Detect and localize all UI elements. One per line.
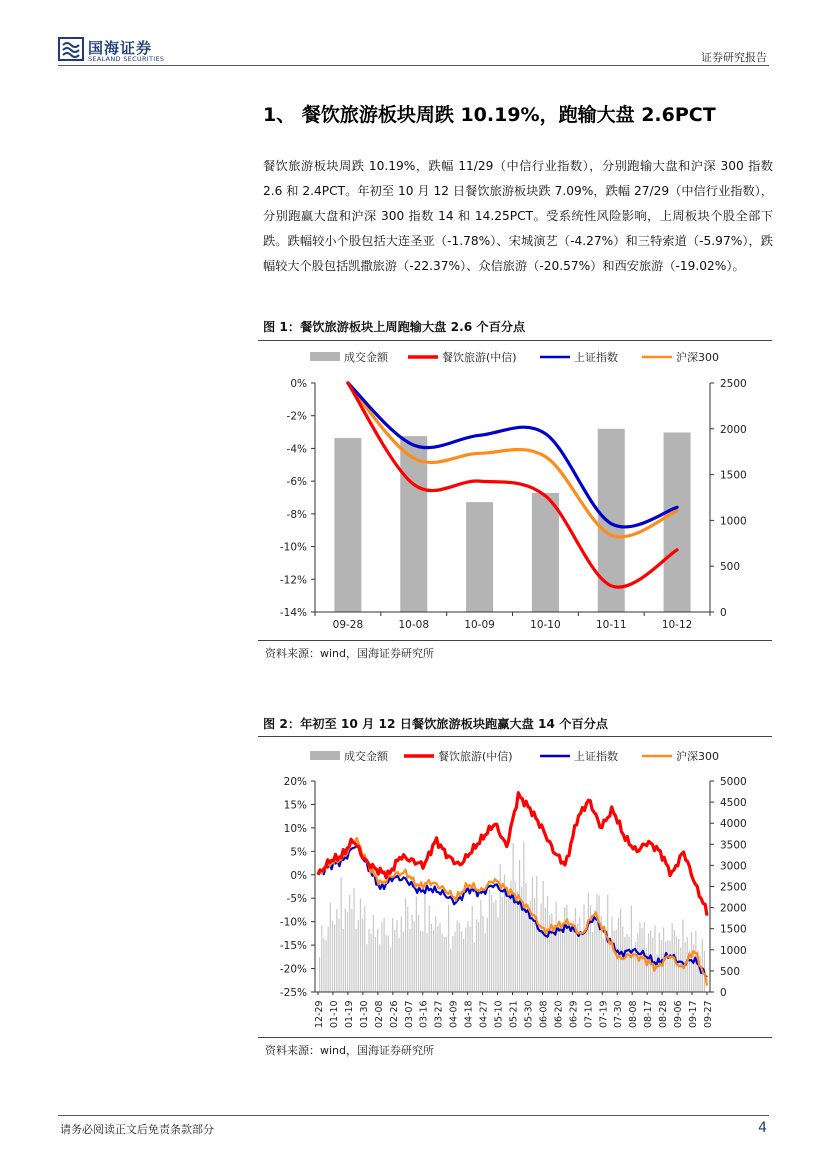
x-tick-label: 09-06 [673, 1000, 685, 1028]
turnover-bar [682, 920, 683, 992]
turnover-bar [556, 902, 557, 992]
right-tick-label: 0 [720, 987, 727, 999]
x-tick-label: 09-28 [332, 619, 364, 631]
figure2-top-rule [258, 736, 772, 737]
legend-label: 餐饮旅游(中信) [442, 351, 517, 364]
turnover-bar [463, 939, 464, 992]
turnover-bar [356, 929, 357, 992]
turnover-bar [667, 940, 668, 992]
turnover-bar [424, 891, 425, 992]
legend-label: 上证指数 [574, 351, 618, 364]
x-tick-label: 07-10 [583, 1000, 595, 1028]
turnover-bar [575, 908, 576, 992]
legend-swatch [310, 751, 340, 760]
left-tick-label: 0% [290, 378, 307, 390]
turnover-bar [366, 944, 367, 992]
turnover-bar [495, 900, 496, 992]
turnover-bar [386, 935, 387, 992]
turnover-bar [626, 934, 627, 992]
turnover-bar [349, 895, 350, 992]
left-tick-label: -25% [279, 987, 307, 999]
turnover-bar [517, 891, 518, 992]
turnover-bar [377, 929, 378, 992]
turnover-bar [409, 929, 410, 992]
turnover-bar [547, 896, 548, 992]
left-tick-label: -10% [279, 916, 307, 929]
x-tick-label: 12-29 [314, 1000, 325, 1028]
x-tick-label: 10-08 [398, 619, 430, 631]
turnover-bar [646, 948, 647, 992]
turnover-bar [405, 898, 406, 992]
turnover-bar [422, 931, 423, 992]
turnover-bar [375, 937, 376, 992]
x-tick-label: 01-30 [358, 1000, 370, 1028]
turnover-bar [364, 906, 365, 992]
turnover-bar [609, 939, 610, 992]
turnover-bar [394, 930, 395, 992]
turnover-bar [362, 919, 363, 992]
right-tick-label: 2000 [720, 902, 747, 915]
left-tick-label: -14% [279, 607, 307, 619]
x-tick-label: 10-11 [595, 619, 627, 631]
turnover-bar [478, 922, 479, 992]
turnover-bar [485, 933, 486, 992]
turnover-bar [319, 957, 320, 992]
turnover-bar [336, 909, 337, 992]
turnover-bar [506, 899, 507, 992]
turnover-bar [439, 923, 440, 992]
left-tick-label: -8% [286, 508, 307, 521]
turnover-bar [338, 919, 339, 992]
legend-label: 上证指数 [574, 750, 618, 763]
figure1-bottom-rule [258, 640, 772, 641]
turnover-bar [702, 939, 703, 992]
turnover-bar [568, 927, 569, 992]
turnover-bar [467, 921, 468, 992]
right-tick-label: 3500 [720, 839, 747, 852]
right-tick-label: 2500 [720, 378, 747, 390]
turnover-bar [596, 894, 597, 992]
figure2-chart [258, 740, 772, 1038]
legend-label: 沪深300 [676, 351, 719, 364]
turnover-bar [566, 905, 567, 992]
x-tick-label: 02-26 [388, 1000, 400, 1028]
x-tick-label: 10-12 [661, 619, 693, 631]
turnover-bar [437, 926, 438, 992]
turnover-bar [345, 908, 346, 992]
figure2-bottom-rule [258, 1037, 772, 1038]
turnover-bar [489, 889, 490, 992]
turnover-bar [536, 876, 537, 992]
turnover-bar [631, 906, 632, 992]
turnover-bar [637, 933, 638, 992]
right-tick-label: 1500 [720, 469, 747, 482]
turnover-bar [540, 904, 541, 992]
turnover-bar [379, 944, 380, 992]
turnover-bar [407, 907, 408, 992]
catering-line [348, 383, 677, 587]
turnover-bar [368, 929, 369, 992]
turnover-bar [446, 937, 447, 992]
turnover-bar [680, 948, 681, 992]
turnover-bar [343, 929, 344, 992]
turnover-bar [351, 909, 352, 992]
turnover-bar [358, 920, 359, 992]
left-tick-label: -4% [286, 443, 307, 456]
figure1-top-rule [258, 340, 772, 341]
turnover-bar [373, 915, 374, 992]
turnover-bar [558, 930, 559, 992]
turnover-bar [427, 933, 428, 992]
x-tick-label: 08-17 [643, 1000, 655, 1028]
turnover-bar [429, 906, 430, 992]
turnover-bar [611, 916, 612, 992]
turnover-bar [560, 923, 561, 992]
turnover-bar [452, 936, 453, 992]
figure2-title: 图 2：年初至 10 月 12 日餐饮旅游板块跑赢大盘 14 个百分点 [263, 717, 608, 731]
turnover-bar [472, 906, 473, 992]
turnover-bar [360, 899, 361, 992]
x-tick-label: 10-09 [464, 619, 495, 631]
turnover-bar [457, 921, 458, 992]
x-tick-label: 04-27 [478, 1000, 490, 1028]
turnover-bar [519, 860, 520, 992]
turnover-bar [599, 895, 600, 992]
turnover-bar [392, 918, 393, 992]
left-tick-label: -20% [279, 963, 307, 976]
turnover-bar [581, 934, 582, 992]
turnover-bar [461, 932, 462, 992]
turnover-bar [482, 916, 483, 992]
x-tick-label: 08-28 [658, 1000, 670, 1028]
x-tick-label: 06-08 [538, 1000, 550, 1028]
x-tick-label: 08-08 [628, 1000, 640, 1028]
turnover-bar [624, 937, 625, 992]
summary-paragraph: 餐饮旅游板块周跌 10.19%，跌幅 11/29（中信行业指数），分别跑输大盘和沪深 300 指数 2.6 和 2.4PCT。年初至 10 月 12 日餐饮旅游板块跌 7.09%，跌幅 27/29（中信行业指数），分别跑赢大盘和沪深 300 指数 14 和 14.25PCT。受系统性风险影响，上周板块个股全部下跌。跌幅较小个股包括大连圣亚（-1.78%）、宋城演艺（-4.27%）和三特索道（-5.97%），跌幅较大个股包括凯撒旅游（-22.37%）、众信旅游（-20.57%）和西安旅游（-19.02%）。 [263, 159, 773, 273]
turnover-bar [669, 941, 670, 992]
turnover-bar [465, 928, 466, 992]
turnover-bar [334, 924, 335, 992]
turnover-bar [411, 915, 412, 992]
turnover-bar [583, 904, 584, 992]
x-tick-label: 03-27 [433, 1000, 445, 1028]
left-tick-label: -5% [286, 893, 307, 906]
turnover-bar [564, 907, 565, 992]
turnover-bar [459, 922, 460, 992]
turnover-bar [532, 877, 533, 992]
right-tick-label: 2500 [720, 881, 747, 894]
left-tick-label: -2% [286, 410, 307, 423]
turnover-bar [562, 934, 563, 992]
turnover-bar [523, 842, 524, 992]
turnover-bar [534, 898, 535, 992]
turnover-bar [664, 432, 691, 612]
figure1-source: 资料来源：wind，国海证券研究所 [265, 647, 435, 660]
shanghai-line [348, 383, 677, 527]
legend-label: 沪深300 [676, 750, 719, 763]
x-tick-label: 04-18 [463, 1000, 475, 1028]
right-tick-label: 1000 [720, 944, 747, 957]
page-header [0, 0, 827, 66]
sealand-logo-icon [58, 37, 84, 65]
turnover-bar [414, 921, 415, 992]
turnover-bar [347, 912, 348, 992]
right-tick-label: 500 [720, 965, 741, 978]
turnover-bar [497, 917, 498, 992]
left-tick-label: -12% [279, 574, 307, 587]
x-tick-label: 07-30 [613, 1000, 625, 1028]
left-tick-label: 15% [283, 799, 307, 812]
turnover-bar [508, 896, 509, 992]
turnover-bar [444, 937, 445, 992]
turnover-bar [538, 924, 539, 992]
turnover-bar [431, 924, 432, 992]
legend-label: 成交金额 [344, 750, 388, 763]
turnover-bar [399, 938, 400, 992]
section-title: 1、 餐饮旅游板块周跌 10.19%，跑输大盘 2.6PCT [263, 104, 716, 126]
turnover-bar [642, 928, 643, 992]
x-tick-label: 05-30 [523, 1000, 535, 1028]
logo-text-en: SEALAND SECURITIES [88, 55, 165, 63]
turnover-bar [341, 878, 342, 992]
turnover-bar [474, 943, 475, 992]
turnover-bar [480, 900, 481, 992]
x-tick-label: 09-17 [688, 1000, 700, 1028]
figure1-chart [258, 343, 772, 639]
turnover-bar [323, 938, 324, 992]
turnover-bar [493, 903, 494, 992]
turnover-bar [330, 902, 331, 992]
turnover-bar [532, 493, 559, 612]
turnover-bar [381, 922, 382, 992]
right-tick-label: 1500 [720, 923, 747, 936]
right-tick-label: 3000 [720, 860, 747, 873]
figure2-source: 资料来源：wind，国海证券研究所 [265, 1044, 435, 1057]
turnover-bar [388, 936, 389, 992]
turnover-bar [491, 895, 492, 992]
turnover-bar [396, 920, 397, 992]
left-tick-label: -6% [286, 476, 307, 489]
turnover-bar [586, 927, 587, 992]
x-tick-label: 05-21 [508, 1000, 520, 1028]
hs300-line [348, 383, 677, 537]
turnover-bar [450, 948, 451, 992]
turnover-bar [334, 438, 361, 612]
turnover-bar [588, 892, 589, 992]
right-tick-label: 500 [720, 561, 741, 574]
turnover-bar [543, 881, 544, 992]
turnover-bar [571, 933, 572, 992]
x-tick-label: 05-10 [493, 1000, 505, 1028]
figure1-title: 图 1：餐饮旅游板块上周跑输大盘 2.6 个百分点 [263, 320, 526, 334]
turnover-bar [416, 897, 417, 992]
left-tick-label: 0% [290, 869, 307, 882]
x-tick-label: 06-20 [553, 1000, 565, 1028]
turnover-bar [665, 941, 666, 992]
turnover-bar [390, 947, 391, 992]
legend-label: 餐饮旅游(中信) [438, 750, 513, 763]
turnover-bar [448, 905, 449, 992]
x-tick-label: 02-08 [373, 1000, 385, 1028]
turnover-bar [616, 929, 617, 992]
logo-text-cn: 国海证券 [88, 39, 153, 57]
turnover-bar [654, 925, 655, 992]
turnover-bar [594, 910, 595, 992]
turnover-bar [620, 909, 621, 992]
legend-swatch [310, 352, 340, 361]
turnover-bar [435, 916, 436, 992]
turnover-bar [353, 888, 354, 992]
turnover-bar [592, 932, 593, 992]
turnover-bar [502, 897, 503, 992]
left-tick-label: 10% [283, 822, 307, 835]
turnover-bar [603, 939, 604, 992]
x-tick-label: 07-19 [598, 1000, 610, 1028]
x-tick-label: 01-19 [343, 1000, 355, 1028]
turnover-bar [420, 931, 421, 992]
right-tick-label: 0 [720, 607, 727, 619]
header-divider [58, 65, 769, 66]
left-tick-label: -15% [279, 940, 307, 953]
turnover-bar [528, 904, 529, 992]
turnover-bar [525, 883, 526, 992]
turnover-bar [328, 927, 329, 992]
turnover-bar [401, 917, 402, 992]
turnover-bar [470, 927, 471, 992]
right-tick-label: 2000 [720, 423, 747, 436]
left-tick-label: -10% [279, 541, 307, 554]
turnover-bar [476, 919, 477, 992]
x-tick-label: 10-10 [530, 619, 561, 631]
turnover-bar [454, 932, 455, 992]
turnover-bar [403, 932, 404, 992]
x-tick-label: 09-27 [703, 1000, 714, 1028]
x-tick-label: 01-10 [328, 1000, 340, 1028]
turnover-bar [607, 895, 608, 992]
footer-divider [58, 1115, 769, 1116]
left-tick-label: 5% [290, 846, 307, 859]
turnover-bar [545, 908, 546, 992]
turnover-bar [466, 502, 493, 612]
turnover-bar [579, 917, 580, 992]
right-tick-label: 5000 [720, 776, 747, 788]
turnover-bar [418, 915, 419, 992]
x-tick-label: 04-09 [448, 1000, 460, 1028]
legend-label: 成交金额 [344, 351, 388, 364]
x-tick-label: 03-07 [403, 1000, 415, 1028]
x-tick-label: 06-29 [568, 1000, 580, 1028]
footer-disclaimer: 请务必阅读正文后免责条款部分 [60, 1123, 214, 1136]
x-tick-label: 03-16 [418, 1000, 430, 1028]
turnover-bar [371, 934, 372, 992]
turnover-bar [513, 843, 514, 992]
turnover-bar [384, 918, 385, 992]
right-tick-label: 1000 [720, 515, 747, 528]
turnover-bar [487, 918, 488, 992]
turnover-bar [614, 931, 615, 992]
turnover-bar [442, 934, 443, 992]
report-type-label: 证券研究报告 [701, 51, 767, 64]
page-number: 4 [758, 1120, 767, 1136]
turnover-bar [321, 925, 322, 992]
turnover-bar [332, 921, 333, 992]
turnover-bar [325, 940, 326, 992]
turnover-bar [629, 937, 630, 992]
left-tick-label: 20% [283, 776, 307, 788]
turnover-bar [433, 930, 434, 992]
right-tick-label: 4000 [720, 818, 747, 831]
right-tick-label: 4500 [720, 797, 747, 810]
turnover-bar [605, 934, 606, 992]
